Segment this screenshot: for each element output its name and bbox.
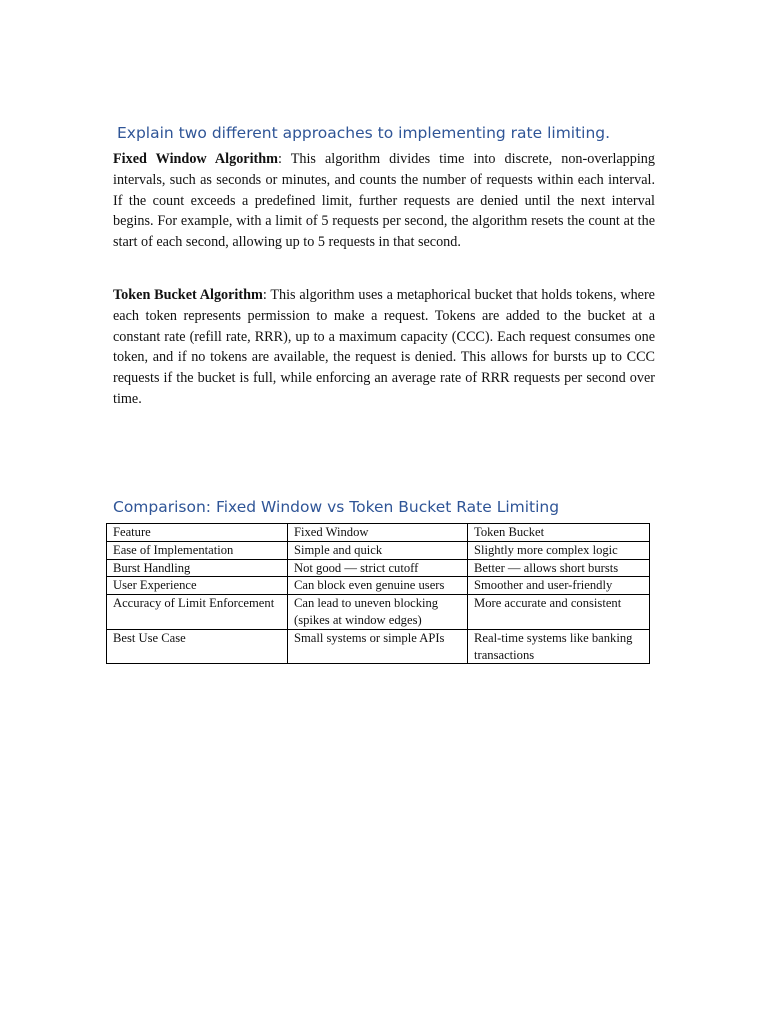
section-heading-comparison: Comparison: Fixed Window vs Token Bucket Rate Limiting (113, 498, 560, 516)
table-cell: Smoother and user-friendly (468, 577, 650, 595)
table-row (107, 577, 650, 595)
text-token-bucket: : This algorithm uses a metaphorical bucket that holds tokens, where each token represents permission to make a request. Tokens are added to the bucket at a constant rate (refill rate, RRR), up to a maximum capacity (CCC). Each request consumes one token, and if no tokens are available, the request is denied. This allows for bursts up to CCC requests if the bucket is full, while enforcing an average rate of RRR requests per second over time. (113, 287, 655, 407)
comparison-table (106, 523, 650, 664)
table-cell: User Experience (107, 577, 288, 595)
table-row (107, 559, 650, 577)
table-cell: Ease of Implementation (107, 541, 288, 559)
table-header-row (107, 524, 650, 542)
table-header-cell: Fixed Window (288, 524, 468, 542)
table-cell: Simple and quick (288, 541, 468, 559)
paragraph-token-bucket (113, 285, 655, 410)
table-cell: Slightly more complex logic (468, 541, 650, 559)
term-token-bucket: Token Bucket Algorithm (113, 287, 263, 303)
table-cell: Burst Handling (107, 559, 288, 577)
paragraph-fixed-window (113, 149, 655, 253)
table-cell: More accurate and consistent (468, 595, 650, 630)
table-cell: Not good — strict cutoff (288, 559, 468, 577)
section-heading-approaches: Explain two different approaches to implementing rate limiting. (117, 124, 611, 142)
term-fixed-window: Fixed Window Algorithm (113, 151, 278, 167)
table-cell: Best Use Case (107, 629, 288, 664)
table-row (107, 541, 650, 559)
table-cell: Can block even genuine users (288, 577, 468, 595)
table-row (107, 629, 650, 664)
table-header-cell: Feature (107, 524, 288, 542)
table-row (107, 595, 650, 630)
table-cell: Real-time systems like banking transactions (468, 629, 650, 664)
table-cell: Accuracy of Limit Enforcement (107, 595, 288, 630)
table-cell: Small systems or simple APIs (288, 629, 468, 664)
table-cell: Can lead to uneven blocking (spikes at window edges) (288, 595, 468, 630)
table-cell: Better — allows short bursts (468, 559, 650, 577)
text-fixed-window: : This algorithm divides time into discrete, non-overlapping intervals, such as seconds or minutes, and counts the number of requests within each interval. If the count exceeds a predefined limit, further requests are denied until the next interval begins. For example, with a limit of 5 requests per second, the algorithm resets the count at the start of each second, allowing up to 5 requests in that second. (113, 151, 655, 251)
table-header-cell: Token Bucket (468, 524, 650, 542)
